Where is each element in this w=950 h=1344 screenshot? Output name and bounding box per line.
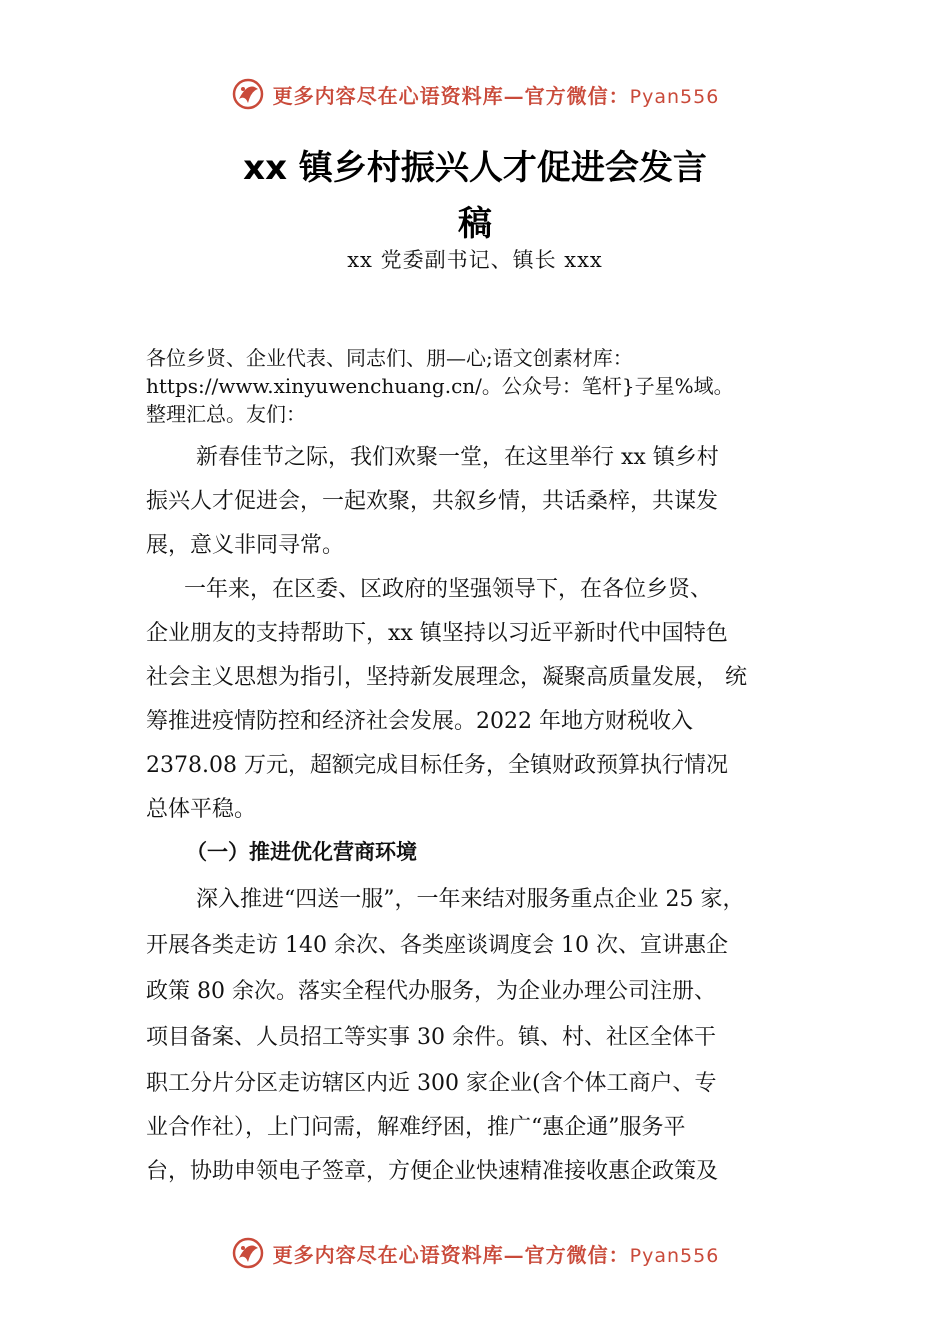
greeting-line: 各位乡贤、企业代表、同志们、朋—心;语文创素材库：: [146, 346, 633, 370]
document-title-line1: xx 镇乡村振兴人才促进会发言: [243, 148, 707, 188]
paragraph-line: 项目备案、人员招工等实事 30 余件。镇、村、社区全体干: [146, 1025, 716, 1050]
watermark-text: 更多内容尽在心语资料库—官方微信：Pyan556: [272, 83, 720, 108]
section-heading: （一）推进优化营商环境: [186, 840, 417, 864]
document-subtitle: xx 党委副书记、镇长 xxx: [347, 248, 603, 272]
watermark-wechat-id: Pyan556: [629, 85, 720, 108]
document-title-line2: 稿: [458, 204, 492, 244]
watermark-text: 更多内容尽在心语资料库—官方微信：Pyan556: [272, 1242, 720, 1267]
paragraph-line: 2378.08 万元，超额完成目标任务，全镇财政预算执行情况: [146, 753, 728, 778]
paragraph-line: 筹推进疫情防控和经济社会发展。2022 年地方财税收入: [146, 709, 693, 734]
paragraph-line: 社会主义思想为指引，坚持新发展理念，凝聚高质量发展， 统: [146, 665, 747, 690]
paragraph-line: 政策 80 余次。落实全程代办服务，为企业办理公司注册、: [146, 979, 716, 1004]
paragraph-line: 台，协助申领电子签章，方便企业快速精准接收惠企政策及: [146, 1159, 719, 1184]
paragraph-line: 开展各类走访 140 余次、各类座谈调度会 10 次、宣讲惠企: [146, 933, 728, 958]
paragraph-line: 业合作社），上门问需，解难纾困，推广“惠企通”服务平: [146, 1115, 686, 1140]
watermark-logo-icon: [231, 1236, 265, 1270]
paragraph-line: 总体平稳。: [146, 797, 257, 822]
paragraph-line: 企业朋友的支持帮助下，xx 镇坚持以习近平新时代中国特色: [146, 621, 728, 646]
paragraph-line: 振兴人才促进会，一起欢聚，共叙乡情，共话桑梓，共谋发: [146, 489, 719, 514]
watermark-banner-bottom: [0, 1233, 950, 1273]
paragraph-line: 深入推进“四送一服”，一年来结对服务重点企业 25 家，: [196, 887, 745, 912]
paragraph-line: 展，意义非同寻常。: [146, 533, 345, 558]
watermark-banner-top: [0, 74, 950, 114]
watermark-wechat-id: Pyan556: [629, 1244, 720, 1267]
greeting-line: 整理汇总。友们：: [146, 402, 306, 426]
greeting-line: https://www.xinyuwenchuang.cn/。公众号：笔杆}子星%域。: [146, 374, 734, 398]
paragraph-line: 职工分片分区走访辖区内近 300 家企业(含个体工商户、专: [146, 1071, 717, 1096]
paragraph-line: 新春佳节之际，我们欢聚一堂，在这里举行 xx 镇乡村: [196, 445, 719, 470]
watermark-logo-icon: [231, 77, 265, 111]
paragraph-line: 一年来，在区委、区政府的坚强领导下，在各位乡贤、: [184, 577, 713, 602]
